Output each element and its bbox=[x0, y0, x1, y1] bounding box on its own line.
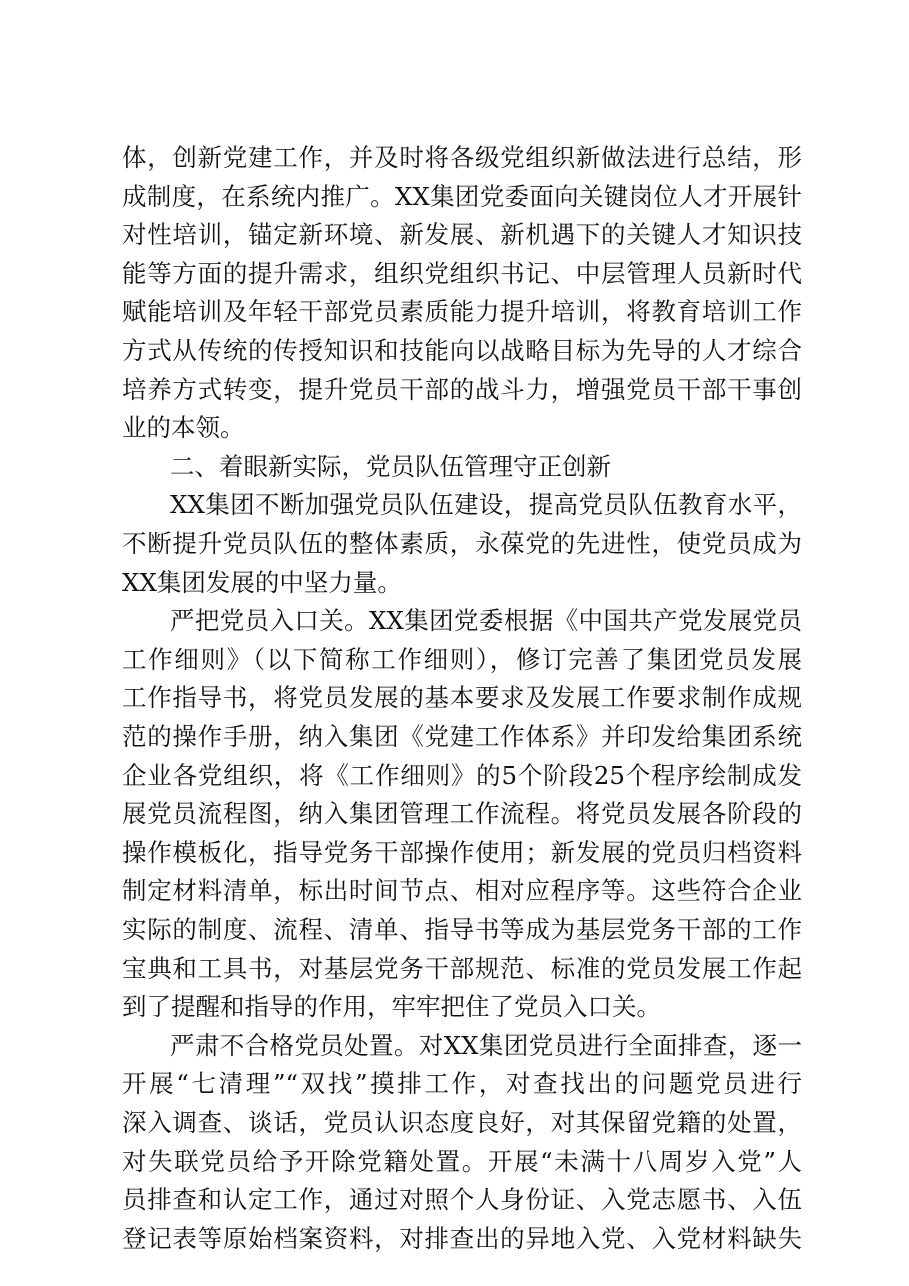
text-line: 严肃不合格党员处置。对XX集团党员进行全面排查，逐一 bbox=[170, 1030, 802, 1060]
text-line: 对性培训，锚定新环境、新发展、新机遇下的关键人才知识技 bbox=[122, 220, 802, 250]
text-line: XX集团不断加强党员队伍建设，提高党员队伍教育水平， bbox=[170, 490, 802, 520]
text-line: 方式从传统的传授知识和技能向以战略目标为先导的人才综合 bbox=[122, 336, 802, 365]
text-line: 制定材料清单，标出时间节点、相对应程序等。这些符合企业 bbox=[122, 876, 802, 906]
text-line: 到了提醒和指导的作用，牢牢把住了党员入口关。 bbox=[122, 992, 661, 1022]
text-line: 深入调查、谈话，党员认识态度良好，对其保留党籍的处置， bbox=[122, 1108, 802, 1137]
text-line: 成制度，在系统内推广。XX集团党委面向关键岗位人才开展针 bbox=[122, 181, 802, 211]
text-line: 业的本领。 bbox=[122, 413, 245, 443]
text-line: 培养方式转变，提升党员干部的战斗力，增强党员干部干事创 bbox=[122, 374, 802, 404]
text-line: 企业各党组织，将《工作细则》的5个阶段25个程序绘制成发 bbox=[122, 760, 802, 790]
section-heading: 二、着眼新实际，党员队伍管理守正创新 bbox=[170, 451, 611, 481]
text-line: 严把党员入口关。XX集团党委根据《中国共产党发展党员 bbox=[170, 606, 802, 636]
text-line: 登记表等原始档案资料，对排查出的异地入党、入党材料缺失 bbox=[122, 1223, 802, 1253]
text-line: 体，创新党建工作，并及时将各级党组织新做法进行总结，形 bbox=[122, 143, 802, 172]
text-line: 赋能培训及年轻干部党员素质能力提升培训，将教育培训工作 bbox=[122, 297, 802, 327]
text-line: 实际的制度、流程、清单、指导书等成为基层党务干部的工作 bbox=[122, 915, 802, 944]
text-line: 展党员流程图，纳入集团管理工作流程。将党员发展各阶段的 bbox=[122, 799, 802, 829]
text-line: 工作细则》（以下简称工作细则），修订完善了集团党员发展 bbox=[122, 644, 802, 674]
text-line: 能等方面的提升需求，组织党组织书记、中层管理人员新时代 bbox=[122, 258, 802, 288]
text-line: 工作指导书，将党员发展的基本要求及发展工作要求制作成规 bbox=[122, 683, 802, 713]
text-line: 宝典和工具书，对基层党务干部规范、标准的党员发展工作起 bbox=[122, 953, 802, 983]
text-line: 对失联党员给予开除党籍处置。开展“未满十八周岁入党”人 bbox=[122, 1146, 802, 1176]
text-line: 范的操作手册，纳入集团《党建工作体系》并印发给集团系统 bbox=[122, 722, 802, 751]
text-line: 操作模板化，指导党务干部操作使用；新发展的党员归档资料 bbox=[122, 837, 802, 867]
text-line: 开展“七清理”“双找”摸排工作，对查找出的问题党员进行 bbox=[122, 1069, 802, 1099]
text-line: 不断提升党员队伍的整体素质，永葆党的先进性，使党员成为 bbox=[122, 529, 802, 558]
text-line: 员排查和认定工作，通过对照个人身份证、入党志愿书、入伍 bbox=[122, 1185, 802, 1215]
text-line: XX集团发展的中坚力量。 bbox=[122, 567, 402, 597]
